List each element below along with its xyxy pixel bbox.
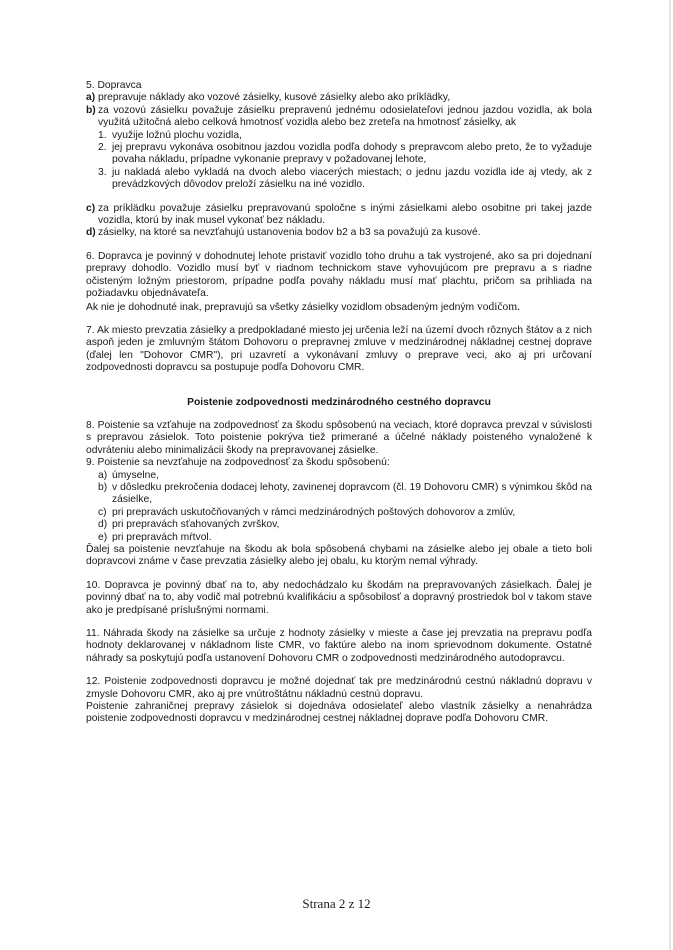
item-text: prepravuje náklady ako vozové zásielky, kusové zásielky alebo ako príklädky, — [98, 92, 451, 104]
section-10-text: 10. Dopravca je povinný dbať na to, aby nedochádzalo ku škodám na prepravovaných zásielkach. Ďalej je povinný dbať na to, aby vodič mal potrebnú kvalifikáciu a spôsobilosť a dopravný prostriedok bol v takom stave ako je predpísané príslušnými normami. — [86, 579, 592, 616]
item-label: b) — [86, 104, 96, 116]
item-label: c) — [98, 506, 107, 518]
section-9-title: 9. Poistenie sa nevzťahuje na zodpovednosť za škodu spôsobenú: — [86, 457, 390, 469]
item-text: pri prepravách sťahovaných zvrškov, — [112, 519, 280, 531]
scan-edge — [669, 0, 671, 950]
item-text: pri prepravách uskutočňovaných v rámci medzinárodných poštových dohovorov a zmlúv, — [112, 506, 516, 518]
subitem-text: ju nakladá alebo vykladá na dvoch alebo viacerých miestach; o jednu jazdu vozidla ide aj vtedy, ak z prevádzkových dôvodov preloží zásielku na iné vozidlo. — [112, 166, 592, 191]
item-label: e) — [98, 531, 108, 543]
item-label: c) — [86, 202, 96, 214]
section-6-extra — [86, 301, 592, 314]
item-text: úmyselne, — [112, 469, 159, 481]
item-label: b) — [98, 481, 108, 493]
section-5-title: 5. Dopravca — [86, 80, 142, 91]
item-label: a) — [98, 469, 108, 481]
subitem-text: jej prepravu vykonáva osobitnou jazdou vozidla podľa dohody s prepravcom alebo preto, že to vyžaduje povaha nákladu, prípadne vykonanie prepravy v požadovanej lehote, — [112, 142, 592, 166]
section-9-item — [98, 532, 592, 544]
section-6-extra-word: vodičom. — [476, 300, 521, 313]
item-text: za vozovú zásielku považuje zásielku prepravenú jednému odosielateľovi jednou jazdou vozidla, ak bola využitá užitočná alebo celková hmotnosť vozidla alebo bez zreteľa na hmotnosť zásielky, ak — [98, 104, 592, 129]
section-5-b-subitem — [98, 167, 592, 192]
section-11-text: 11. Náhrada škody na zásielke sa určuje z hodnoty zásielky v mieste a čase jej prevzatia na prepravu podľa hodnoty deklarovanej v nákladnom liste CMR, vo faktúre alebo na inom sprievodnom dokumente. Ostatné náhrady sa poskytujú podľa ustanovení Dohovoru CMR o zodpovednosti medzinárodného autodopravcu. — [86, 628, 592, 664]
item-text: pri prepravách mŕtvol. — [112, 531, 212, 543]
section-9-item — [98, 470, 592, 482]
section-5-item-a — [86, 92, 592, 104]
subitem-number: 3. — [98, 166, 107, 178]
section-5-b-subitem — [98, 142, 592, 167]
section-9-item — [98, 519, 592, 531]
section-5-item-b — [86, 105, 592, 130]
section-12-text: 12. Poistenie zodpovednosti dopravcu je možné dojednať tak pre medzinárodnú cestnú nákladnú dopravu v zmysle Dohovoru CMR, ako aj pre vnútroštátnu nákladnú cestnú dopravu. — [86, 676, 592, 700]
section-6-text: 6. Dopravca je povinný v dohodnutej lehote pristaviť vozidlo toho druhu a tak vystrojené, ako sa pri dojednaní prepravy dohodlo. Vozidlo musí byť v riadnom technickom stave vyhovujúcom pre prepravu a s riadne očisteným ložným priestorom, prípadne podľa povahy nákladu musí mať plachtu, pričom sa prihliada na požiadavku objednávateľa. — [86, 250, 592, 300]
page-number: Strana 2 z 12 — [302, 896, 371, 911]
item-text: za príklädku považuje zásielku prepravovanú spoločne s inými zásielkami alebo osobitne pri takej jazde vozidla, ktorú by inak musel vykonať bez nákladu. — [98, 202, 592, 227]
section-9-item — [98, 507, 592, 519]
section-5-item-d — [86, 227, 592, 239]
item-label: d) — [98, 519, 108, 531]
subitem-text: využije ložnú plochu vozidla, — [112, 129, 242, 141]
item-text: v dôsledku prekročenia dodacej lehoty, zavinenej dopravcom (čl. 19 Dohovoru CMR) s výnimkou škôd na zásielke, — [112, 481, 592, 506]
section-9-extra: Ďalej sa poistenie nevzťahuje na škodu ak bola spôsobená chybami na zásielke alebo jej obale a tieto boli dopravcovi známe v čase prevzatia zásielky alebo jej obalu, ku ktorým nemal výhrady. — [86, 544, 592, 568]
section-12-extra: Poistenie zahraničnej prepravy zásielok si dojednáva odosielateľ alebo vlastník zásielky a nenahrádza poistenie zodpovednosti dopravcu v medzinárodnej cestnej nákladnej doprave podľa Dohovoru CMR. — [86, 701, 592, 725]
section-8-text: 8. Poistenie sa vzťahuje na zodpovednosť za škodu spôsobenú na veciach, ktoré dopravca prevzal v súvislosti s prepravou zásielok. Toto poistenie pokrýva tiež primerané a účelné náklady poisteného vynaložené k odvráteniu alebo minimalizácii škody na prepravovanej zásielke. — [86, 419, 592, 456]
item-label: a) — [86, 92, 96, 104]
section-6-extra-text: Ak nie je dohodnuté inak, prepravujú sa všetky zásielky vozidlom obsadeným jedným — [86, 301, 475, 313]
section-5-item-c — [86, 203, 592, 228]
item-text: zásielky, na ktoré sa nevzťahujú ustanovenia bodov b2 a b3 sa považujú za kusové. — [98, 227, 481, 239]
section-7-text: 7. Ak miesto prevzatia zásielky a predpokladané miesto jej určenia leží na území dvoch rôznych štátov a z nich aspoň jeden je zmluvným štátom Dohovoru o prepravnej zmluve v medzinárodnej nákladnej cestnej doprave (ďalej len "Dohovor CMR"), pri uzavretí a vykonávaní zmluvy o preprave veci, ako aj pri určovaní zodpovednosti dopravcu sa postupuje podľa Dohovoru CMR. — [86, 324, 592, 374]
subitem-number: 1. — [98, 129, 107, 141]
subitem-number: 2. — [98, 142, 107, 154]
document-body — [86, 80, 592, 726]
item-label: d) — [86, 227, 96, 239]
section-9-item — [98, 482, 592, 507]
section-5-b-subitem — [98, 130, 592, 142]
section-heading: Poistenie zodpovednosti medzinárodného cestného dopravcu — [187, 396, 491, 408]
